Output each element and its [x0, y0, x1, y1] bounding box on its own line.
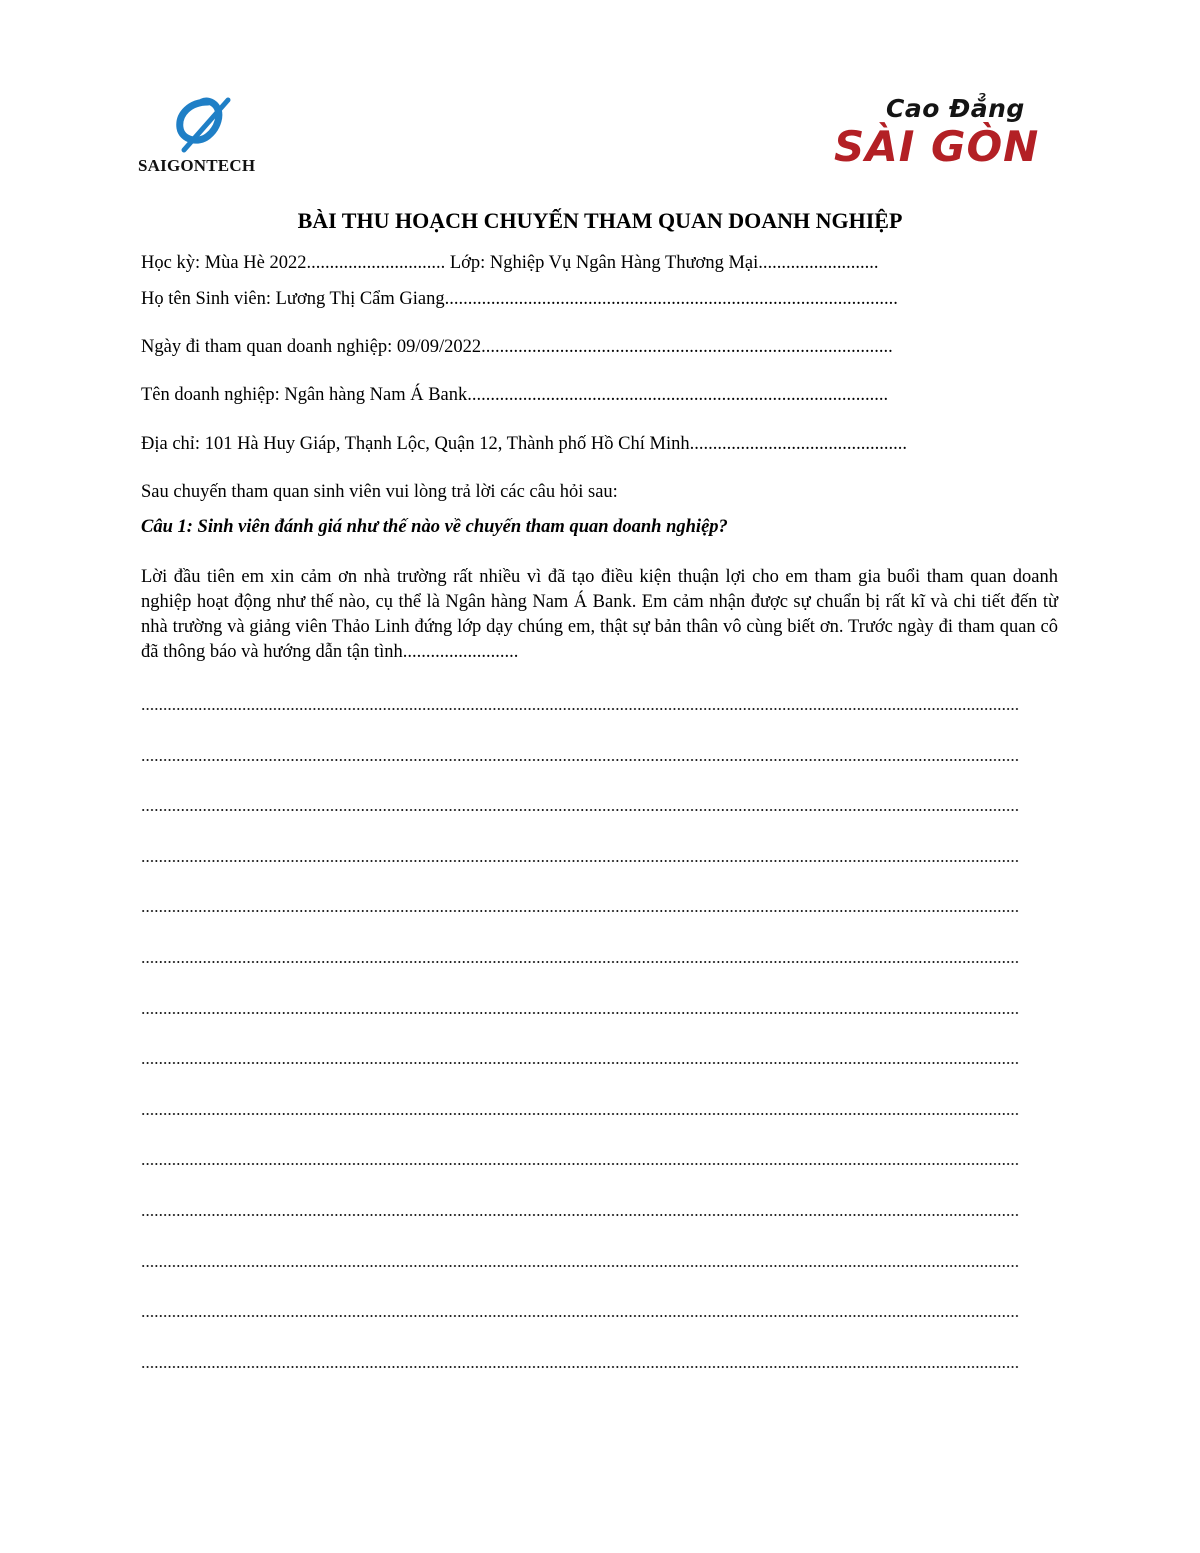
saigontech-logo-text: SAIGONTECH — [138, 156, 256, 175]
blank-answer-line — [141, 809, 1019, 811]
blank-answer-line — [141, 910, 1019, 912]
saigontech-emblem-icon — [172, 96, 242, 156]
blank-answer-line — [141, 961, 1019, 963]
cao-dang-sai-gon-logo — [832, 94, 1072, 178]
blank-answer-line — [141, 1113, 1019, 1115]
blank-answer-line — [141, 708, 1019, 710]
visit-date-field: Ngày đi tham quan doanh nghiệp: 09/09/2022......................................................................................... — [141, 337, 893, 357]
blank-answer-line — [141, 1315, 1019, 1317]
blank-answer-line — [141, 1062, 1019, 1064]
blank-answer-line — [141, 860, 1019, 862]
address-field: Địa chỉ: 101 Hà Huy Giáp, Thạnh Lộc, Quận 12, Thành phố Hồ Chí Minh............................................... — [141, 434, 907, 454]
saigontech-logo — [138, 96, 278, 180]
blank-answer-line — [141, 1214, 1019, 1216]
blank-answer-line — [141, 1012, 1019, 1014]
semester-class-row — [141, 254, 879, 273]
answer-1-text: Lời đầu tiên em xin cảm ơn nhà trường rất nhiều vì đã tạo điều kiện thuận lợi cho em tham gia buổi tham quan doanh nghiệp hoạt động như thế nào, cụ thể là Ngân hàng Nam Á Bank. Em cảm nhận được sự chuẩn bị rất kĩ và chi tiết đến từ nhà trường và giảng viên Thảo Linh đứng lớp dạy chúng em, thật sự bản thân vô cùng biết ơn. Trước ngày đi tham quan cô đã thông báo và hướng dẫn tận tình......................... — [141, 567, 1058, 662]
instruction-text: Sau chuyến tham quan sinh viên vui lòng trả lời các câu hỏi sau: — [141, 482, 618, 502]
company-name-field: Tên doanh nghiệp: Ngân hàng Nam Á Bank........................................................................................... — [141, 385, 889, 405]
blank-answer-line — [141, 759, 1019, 761]
semester-field: Học kỳ: Mùa Hè 2022.............................. — [141, 253, 446, 273]
class-field: Lớp: Nghiệp Vụ Ngân Hàng Thương Mại.......................... — [449, 253, 879, 273]
blank-answer-line — [141, 1366, 1019, 1368]
document-title: BÀI THU HOẠCH CHUYẾN THAM QUAN DOANH NGHIỆP — [297, 208, 903, 233]
logo-cao-dang-text: Cao Đẳng — [886, 94, 1025, 123]
logo-sai-gon-text: SÀI GÒN — [834, 122, 1040, 171]
student-name-field: Họ tên Sinh viên: Lương Thị Cẩm Giang.................................................................................................. — [141, 289, 898, 309]
question-1: Câu 1: Sinh viên đánh giá như thế nào về chuyến tham quan doanh nghiệp? — [141, 517, 728, 537]
blank-answer-line — [141, 1163, 1019, 1165]
blank-answer-line — [141, 1265, 1019, 1267]
